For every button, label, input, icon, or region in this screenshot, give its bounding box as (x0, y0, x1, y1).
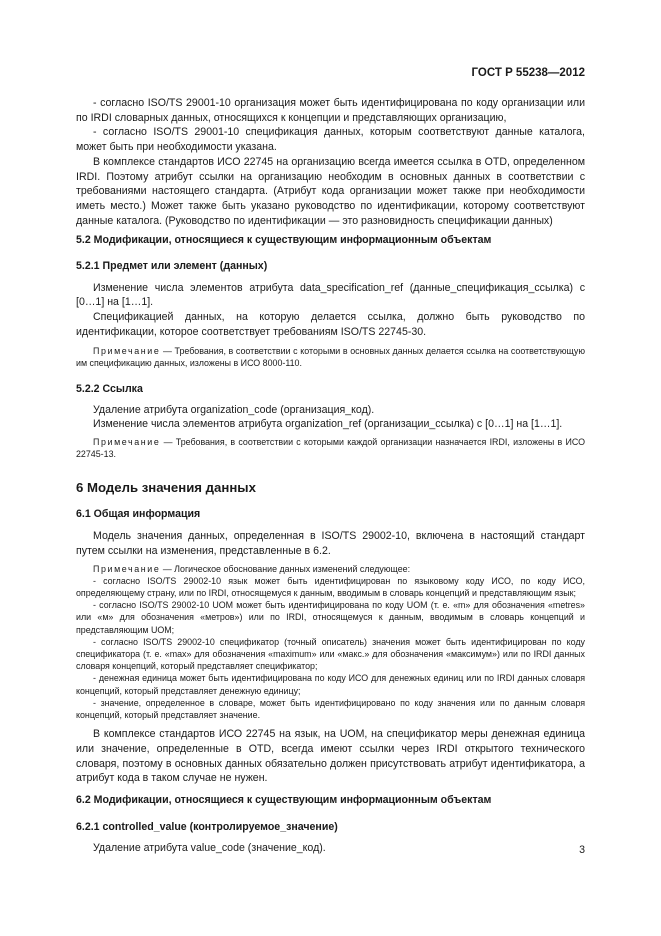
note (76, 345, 585, 369)
paragraph: В комплексе стандартов ИСО 22745 на язык, на UOM, на спецификатор меры денежная единица или значение, определенные в OTD, всегда имеют ссылки через IRDI открытого технического словаря, поэтому в основных данных обязательно должен присутствовать атрибут идентификатора, а атрибут кода в таком случае не нужен. (76, 728, 585, 785)
note-item: - согласно ISO/TS 29002-10 спецификатор (точный описатель) значения может быть идентифицирован по коду спецификатора (т. е. «max» для обозначения «maximum» или «макс.» для обозначения «максимум») или по IRDI данных словаря концепций, который представляет спецификатор; (76, 636, 585, 672)
paragraph: Удаление атрибута organization_code (организация_код). (93, 403, 375, 416)
note-item: - денежная единица может быть идентифицирована по коду ИСО для денежных единиц или по IRDI данных словаря концепций, который представляет денежную единицу; (76, 673, 585, 696)
note-item: - согласно ISO/TS 29002-10 язык может быть идентифицирован по языковому коду ИСО, по коду ИСО, определяющему страну, или по IRDI, относящемуся к данным, вводимым в словарь концепций и представляющим язык; (76, 575, 585, 598)
section-heading-6-2: 6.2 Модификации, относящиеся к существующим информационным объектам (76, 794, 492, 807)
note-item: - согласно ISO/TS 29002-10 UOM может быть идентифицирована по коду UOM (т. е. «m» для обозначения «metres» или «м» для обозначения «метров») или по IRDI, относящемуся к данным, вводимым в словарь концепций и представляющим UOM; (76, 600, 585, 635)
note-text: — Логическое обоснование данных изменений следующее: (160, 563, 411, 574)
note (76, 436, 585, 460)
note (76, 563, 585, 575)
page-header: ГОСТ Р 55238—2012 (471, 67, 585, 79)
section-heading-5-2-1: 5.2.1 Предмет или элемент (данных) (76, 260, 268, 273)
note-label: Примечание (93, 437, 161, 448)
section-heading-5-2: 5.2 Модификации, относящиеся к существующим информационным объектам (76, 234, 492, 247)
page-content (76, 96, 585, 856)
section-heading-6-2-1: 6.2.1 controlled_value (контролируемое_значение) (76, 820, 338, 833)
section-heading-6-1: 6.1 Общая информация (76, 508, 201, 521)
note-text: — Требования, в соответствии с которыми каждой организации назначается IRDI, изложены в ИСО 22745-13. (76, 437, 585, 460)
paragraph: Удаление атрибута value_code (значение_код). (93, 842, 326, 855)
note-label: Примечание (93, 345, 161, 356)
paragraph: Спецификацией данных, на которую делается ссылка, должно быть руководство по идентификации, которое соответствует требованиям ISO/TS 22745-30. (76, 311, 585, 338)
paragraph: - согласно ISO/TS 29001-10 спецификация данных, которым соответствуют данные каталога, может быть при необходимости указана. (76, 126, 585, 154)
note-label: Примечание (93, 563, 161, 574)
paragraph: Изменение числа элементов атрибута organization_ref (организации_ссылка) с [0…1] на [1…1]. (93, 418, 563, 431)
page-number: 3 (579, 844, 585, 856)
note-item: - значение, определенное в словаре, может быть идентифицировано по коду значения или по данным словаря концепций, который представляет значение. (76, 697, 585, 721)
paragraph: - согласно ISO/TS 29001-10 организация может быть идентифицирована по коду организации или по IRDI словарных данных, относящихся к концепции и представляющих организацию, (76, 97, 585, 124)
paragraph: Изменение числа элементов атрибута data_specification_ref (данные_спецификация_ссылка) с [0…1] на [1…1]. (76, 281, 585, 309)
paragraph: Модель значения данных, определенная в ISO/TS 29002-10, включена в настоящий стандарт путем ссылки на изменения, представленные в 6.2. (76, 530, 585, 557)
section-heading-5-2-2: 5.2.2 Ссылка (76, 382, 143, 395)
note-text: — Требования, в соответствии с которыми в основных данных делается ссылка на соответствующую им спецификацию данных, изложены в ИСО 8000-110. (76, 345, 585, 368)
paragraph: В комплексе стандартов ИСО 22745 на организацию всегда имеется ссылка в OTD, определенном IRDI. Поэтому атрибут ссылки на организацию необходим в основных данных в соответствии с требованиями настоящего стандарта. (Атрибут кода организации может также при необходимости иметь место.) Может также быть указано руководство по идентификации, которому соответствуют данные каталога. (Руководство по идентификации — это разновидность спецификации данных) (76, 155, 585, 227)
section-heading-6: 6 Модель значения данных (76, 480, 256, 496)
